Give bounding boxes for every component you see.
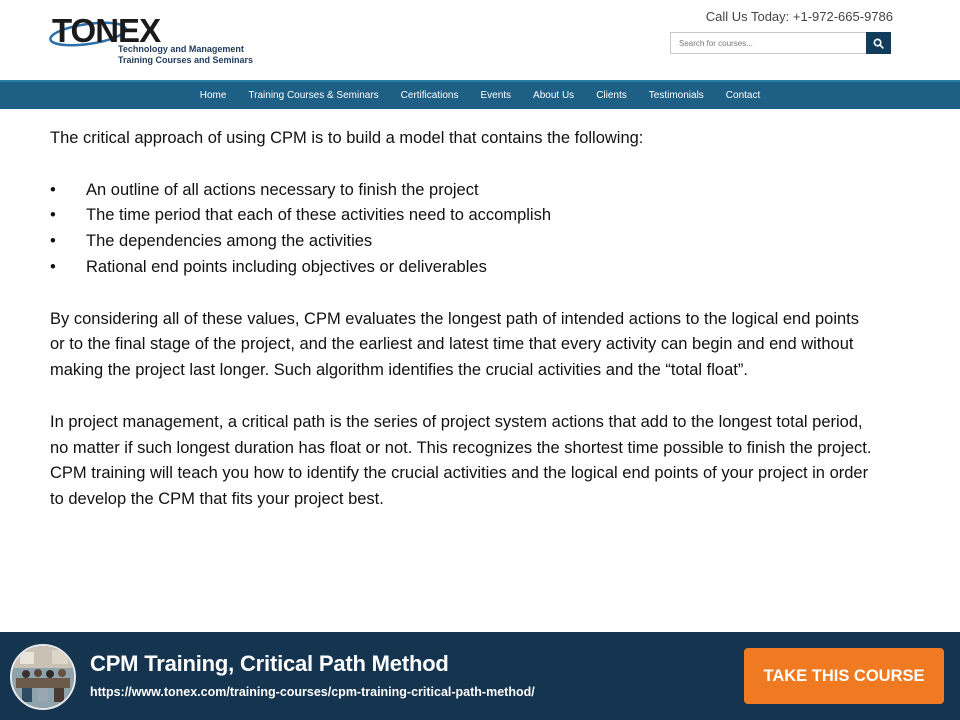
- list-item: [50, 255, 876, 281]
- nav-item-events[interactable]: Events: [480, 90, 512, 101]
- site-header: [0, 0, 960, 80]
- spacer: [50, 281, 876, 307]
- search-button[interactable]: [866, 32, 891, 54]
- list-item: [50, 178, 876, 204]
- list-item-text: The dependencies among the activities: [86, 232, 373, 251]
- logo-wordmark: TONEX: [52, 12, 161, 49]
- logo-tagline-line2: Training Courses and Seminars: [118, 55, 254, 65]
- logo-tagline-line1: Technology and Management: [118, 44, 244, 54]
- course-thumbnail-avatar: [10, 644, 76, 710]
- nav-item-contact[interactable]: Contact: [725, 90, 761, 101]
- list-item: [50, 203, 876, 229]
- article-body: [50, 126, 876, 513]
- intro-paragraph: The critical approach of using CPM is to build a model that contains the following:: [50, 129, 644, 147]
- nav-item-testimonials[interactable]: Testimonials: [648, 90, 704, 101]
- nav-item-home[interactable]: Home: [199, 90, 227, 101]
- tonex-logo[interactable]: [52, 12, 252, 70]
- critical-path-paragraph: In project management, a critical path is the series of project system actions that add to the longest total period, no matter if such longest duration has float or not. This recognizes the shortest time possible to finish the project. CPM training will teach you how to identify the crucial activities and the logical end points of your project in order to develop the CPM that fits your project best.: [50, 412, 872, 509]
- nav-item-certifications[interactable]: Certifications: [400, 90, 459, 101]
- bullet-icon: •: [50, 257, 56, 276]
- cpm-evaluation-paragraph: By considering all of these values, CPM evaluates the longest path of intended actions to the logical end points or to the final stage of the project, and the earliest and latest time that every activity can begin and end without making the project last longer. Such algorithm identifies the crucial activities and the “total float”.: [50, 309, 860, 380]
- spacer: [50, 152, 876, 178]
- search-input[interactable]: [670, 32, 866, 54]
- search-bar: [670, 32, 891, 54]
- bullet-icon: •: [50, 232, 56, 251]
- course-title[interactable]: CPM Training, Critical Path Method: [90, 651, 449, 676]
- spacer: [50, 384, 876, 410]
- logo-tagline: [118, 44, 253, 66]
- nav-item-about-us[interactable]: About Us: [533, 90, 575, 101]
- list-item: [50, 229, 876, 255]
- list-item-text: The time period that each of these activities need to accomplish: [86, 206, 552, 225]
- bullet-icon: •: [50, 206, 56, 225]
- classroom-photo-icon: [12, 646, 74, 708]
- call-us-phone[interactable]: Call Us Today: +1-972-665-9786: [705, 9, 893, 24]
- nav-item-training-courses[interactable]: Training Courses & Seminars: [248, 90, 379, 101]
- list-item-text: Rational end points including objectives or deliverables: [86, 257, 487, 276]
- main-nav: [0, 80, 960, 109]
- nav-list: [0, 82, 960, 109]
- nav-item-clients[interactable]: Clients: [596, 90, 627, 101]
- bullet-icon: •: [50, 180, 56, 199]
- course-url-link[interactable]: https://www.tonex.com/training-courses/cpm-training-critical-path-method/: [90, 685, 535, 699]
- take-this-course-button[interactable]: TAKE THIS COURSE: [744, 648, 944, 704]
- list-item-text: An outline of all actions necessary to finish the project: [86, 180, 479, 199]
- search-icon: [873, 38, 884, 49]
- requirements-list: [50, 178, 876, 281]
